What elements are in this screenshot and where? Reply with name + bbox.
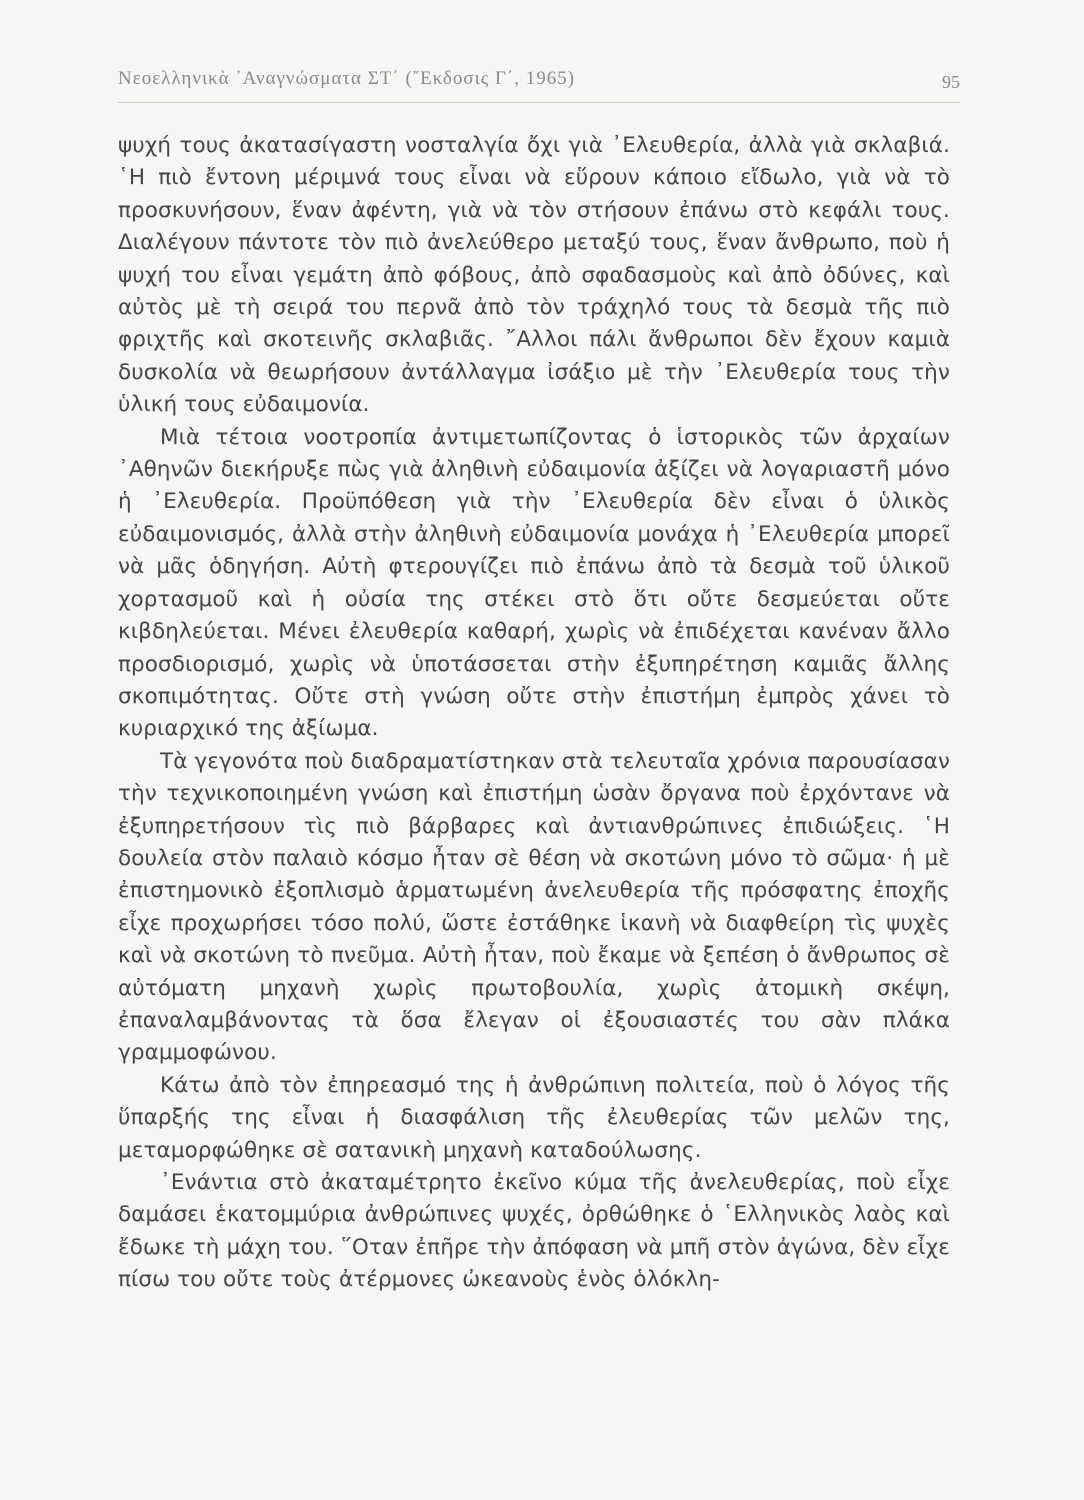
- running-header: [118, 62, 960, 103]
- body-text: [118, 130, 950, 1297]
- paragraph-5: ᾿Ενάντια στὸ ἀκαταμέτρητο ἐκεῖνο κύμα τῆς ἀνελευθερίας, ποὺ εἶχε δαμάσει ἑκατομμύρια ἀνθρώπινες ψυχές, ὀρθώθηκε ὁ ῾Ελληνικὸς λαὸς καὶ ἔδωκε τὴ μάχη του. ῞Οταν ἐπῆρε τὴν ἀπόφαση νὰ μπῆ στὸν ἀγώνα, δὲν εἶχε πίσω του οὔτε τοὺς ἀτέρμονες ὠκεανοὺς ἑνὸς ὁλόκλη-: [118, 1170, 950, 1293]
- paragraph-2: Μιὰ τέτοια νοοτροπία ἀντιμετωπίζοντας ὁ ἱστορικὸς τῶν ἀρχαίων ᾿Αθηνῶν διεκήρυξε πὼς γιὰ ἀληθινὴ εὐδαιμονία ἀξίζει νὰ λογαριαστῆ μόνο ἡ ᾿Ελευθερία. Προϋπόθεση γιὰ τὴν ᾿Ελευθερία δὲν εἶναι ὁ ὑλικὸς εὐδαιμονισμός, ἀλλὰ στὴν ἀληθινὴ εὐδαιμονία μονάχα ἡ ᾿Ελευθερία μπορεῖ νὰ μᾶς ὁδηγήση. Αὐτὴ φτερουγίζει πιὸ ἐπάνω ἀπὸ τὰ δεσμὰ τοῦ ὑλικοῦ χορτασμοῦ καὶ ἡ οὐσία της στέκει στὸ ὅτι οὔτε δεσμεύεται οὔτε κιβδηλεύεται. Μένει ἐλευθερία καθαρή, χωρὶς νὰ ἐπιδέχεται κανέναν ἄλλο προσδιορισμό, χωρὶς νὰ ὑποτάσσεται στὴν ἐξυπηρέτηση καμιᾶς ἄλλης σκοπιμότητας. Οὔτε στὴ γνώση οὔτε στὴν ἐπιστήμη ἐμπρὸς χάνει τὸ κυριαρχικό της ἀξίωμα.: [118, 424, 950, 742]
- paragraph-4: Κάτω ἀπὸ τὸν ἐπηρεασμό της ἡ ἀνθρώπινη πολιτεία, ποὺ ὁ λόγος τῆς ὕπαρξής της εἶναι ἡ διασφάλιση τῆς ἐλευθερίας τῶν μελῶν της, μεταμορφώθηκε σὲ σατανικὴ μηχανὴ καταδούλωσης.: [118, 1072, 950, 1163]
- page-number: 95: [942, 72, 960, 92]
- paragraph-3: Τὰ γεγονότα ποὺ διαδραματίστηκαν στὰ τελευταῖα χρόνια παρουσίασαν τὴν τεχνικοποιημένη γνώση καὶ ἐπιστήμη ὡσὰν ὄργανα ποὺ ἐρχόντανε νὰ ἐξυπηρετήσουν τὶς πιὸ βάρβαρες καὶ ἀντιανθρώπινες ἐπιδιώξεις. ῾Η δουλεία στὸν παλαιὸ κόσμο ἦταν σὲ θέση νὰ σκοτώνη μόνο τὸ σῶμα· ἡ μὲ ἐπιστημονικὸ ἐξοπλισμὸ ἁρματωμένη ἀνελευθερία τῆς πρόσφατης ἐποχῆς εἶχε προχωρήσει τόσο πολύ, ὥστε ἐστάθηκε ἱκανὴ νὰ διαφθείρη τὶς ψυχὲς καὶ νὰ σκοτώνη τὸ πνεῦμα. Αὐτὴ ἦταν, ποὺ ἔκαμε νὰ ξεπέση ὁ ἄνθρωπος σὲ αὐτόματη μηχανὴ χωρὶς πρωτοβουλία, χωρὶς ἀτομικὴ σκέψη, ἐπαναλαμβάνοντας τὰ ὅσα ἔλεγαν οἱ ἐξουσιαστές του σὰν πλάκα γραμμοφώνου.: [118, 748, 950, 1066]
- running-header-title: Νεοελληνικὰ ᾿Αναγνώσματα ΣΤ΄ (῎Εκδοσις Γ΄, 1965): [118, 68, 576, 89]
- paragraph-1: ψυχή τους ἀκατασίγαστη νοσταλγία ὄχι γιὰ ᾿Ελευθερία, ἀλλὰ γιὰ σκλαβιά. ῾Η πιὸ ἔντονη μέριμνά τους εἶναι νὰ εὕρουν κάποιο εἴδωλο, γιὰ νὰ τὸ προσκυνήσουν, ἕναν ἀφέντη, γιὰ νὰ τὸν στήσουν ἐπάνω στὸ κεφάλι τους. Διαλέγουν πάντοτε τὸν πιὸ ἀνελεύθερο μεταξύ τους, ἕναν ἄνθρωπο, ποὺ ἡ ψυχή του εἶναι γεμάτη ἀπὸ φόβους, ἀπὸ σφαδασμοὺς καὶ ἀπὸ ὀδύνες, καὶ αὐτὸς μὲ τὴ σειρά του περνᾶ ἀπὸ τὸν τράχηλό τους τὰ δεσμὰ τῆς πιὸ φριχτῆς καὶ σκοτεινῆς σκλαβιᾶς. ῎Αλλοι πάλι ἄνθρωποι δὲν ἔχουν καμιὰ δυσκολία νὰ θεωρήσουν ἀντάλλαγμα ἰσάξιο μὲ τὴν ᾿Ελευθερία τους τὴν ὑλική τους εὐδαιμονία.: [118, 133, 950, 418]
